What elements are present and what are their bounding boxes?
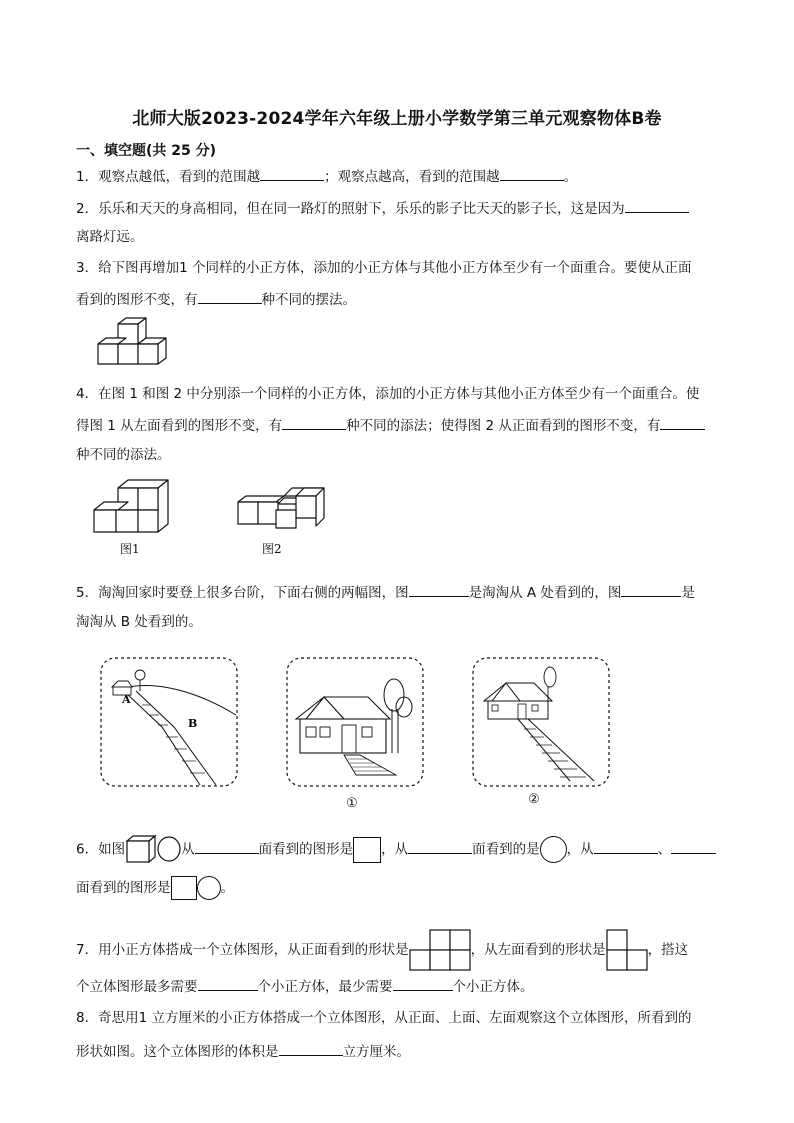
q5-house-view-1 <box>286 657 426 789</box>
front-view-shape <box>409 929 471 971</box>
answer-blank[interactable] <box>409 581 469 597</box>
question-7-line2: 个立体图形最多需要 个小正方体，最少需要 个小正方体。 <box>76 975 534 997</box>
question-6: 6．如图 从 面看到的图形是 ，从 面看到的是 ，从 、 <box>76 836 716 863</box>
question-3-line2: 看到的图形不变，有 种不同的摆法。 <box>76 288 356 310</box>
question-7: 7．用小正方体搭成一个立体图形，从正面看到的形状是 ，从左面看到的形状是 ，搭这 <box>76 929 688 971</box>
answer-blank[interactable] <box>408 838 472 854</box>
answer-blank[interactable] <box>621 581 681 597</box>
question-4-line2: 得图 1 从左面看到的图形不变，有 种不同的添法；使得图 2 从正面看到的图形不变，有 <box>76 414 705 436</box>
answer-blank[interactable] <box>625 197 689 213</box>
figure-2-label: 图2 <box>262 542 282 556</box>
question-2-line2: 离路灯远。 <box>76 229 144 245</box>
answer-blank[interactable] <box>660 414 705 430</box>
answer-blank[interactable] <box>393 975 453 991</box>
question-6-line2: 面看到的图形是 。 <box>76 876 234 900</box>
q4-figure-2 <box>236 486 332 534</box>
answer-blank[interactable] <box>195 838 259 854</box>
answer-blank[interactable] <box>671 838 716 854</box>
picture-1-label: ① <box>346 796 358 811</box>
question-3: 3．给下图再增加1 个同样的小正方体，添加的小正方体与其他小正方体至少有一个面重合。要使从正面 <box>76 260 692 276</box>
circle-icon <box>540 836 567 863</box>
question-1: 1．观察点越低，看到的范围越 ；观察点越高，看到的范围越 。 <box>76 165 577 187</box>
question-5: 5．淘淘回家时要登上很多台阶，下面右侧的两幅图，图 是淘淘从 A 处看到的，图 是 <box>76 581 695 603</box>
question-4-line3: 种不同的添法。 <box>76 447 171 463</box>
answer-blank[interactable] <box>260 165 324 181</box>
answer-blank[interactable] <box>279 1040 343 1056</box>
q3-cube-figure <box>90 316 180 374</box>
point-b-label: B <box>188 717 198 730</box>
answer-blank[interactable] <box>198 288 262 304</box>
answer-blank[interactable] <box>198 975 258 991</box>
question-8: 8．奇思用1 立方厘米的小正方体搭成一个立体图形，从正面、上面、左面观察这个立体图形，所看到的 <box>76 1010 692 1026</box>
figure-1-label: 图1 <box>120 542 140 556</box>
answer-blank[interactable] <box>500 165 564 181</box>
cube-cylinder-icon <box>125 837 181 863</box>
q5-hill-scene <box>100 657 240 789</box>
page-title: 北师大版2023-2024学年六年级上册小学数学第三单元观察物体B卷 <box>132 109 662 129</box>
square-icon <box>353 837 381 863</box>
q4-figure-1 <box>92 478 178 536</box>
point-a-label: A <box>122 693 131 706</box>
question-2: 2．乐乐和天天的身高相同，但在同一路灯的照射下，乐乐的影子比天天的影子长，这是因为 <box>76 197 689 219</box>
q5-house-view-2 <box>472 657 612 789</box>
answer-blank[interactable] <box>594 838 658 854</box>
answer-blank[interactable] <box>282 414 346 430</box>
question-8-line2: 形状如图。这个立体图形的体积是 立方厘米。 <box>76 1040 410 1062</box>
circle-icon <box>197 876 221 900</box>
left-view-shape <box>606 929 648 971</box>
section-heading: 一、填空题(共 25 分) <box>76 143 217 159</box>
question-4: 4．在图 1 和图 2 中分别添一个同样的小正方体，添加的小正方体与其他小正方体至少有一个面重合。使 <box>76 386 700 402</box>
question-5-line2: 淘淘从 B 处看到的。 <box>76 614 202 630</box>
picture-2-label: ② <box>528 792 540 807</box>
square-icon <box>171 876 197 900</box>
